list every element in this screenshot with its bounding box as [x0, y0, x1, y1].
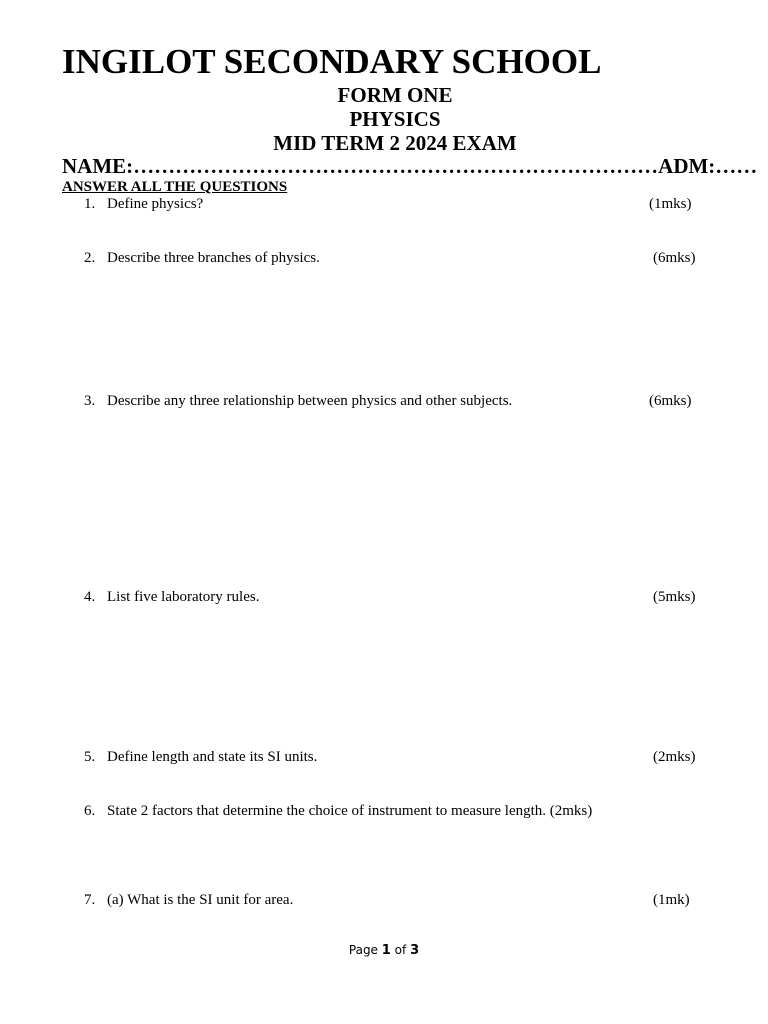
question-1: [0, 194, 768, 214]
question-marks: (6mks): [649, 393, 692, 409]
question-text: (a) What is the SI unit for area.: [107, 892, 294, 908]
name-adm-line: NAME:…………………………………………………………………ADM:……: [62, 154, 758, 178]
question-marks: (2mks): [653, 749, 696, 765]
page-footer: [0, 941, 768, 960]
school-name: INGILOT SECONDARY SCHOOL: [62, 42, 602, 81]
question-number: 2.: [84, 250, 96, 266]
question-number: 3.: [84, 393, 96, 409]
current-page: 1: [381, 943, 391, 958]
question-5: [0, 747, 768, 767]
question-2: [0, 248, 768, 268]
question-text: Describe three branches of physics.: [107, 250, 320, 266]
question-4: [0, 587, 768, 607]
question-number: 7.: [84, 892, 96, 908]
question-6: [0, 801, 768, 821]
question-number: 5.: [84, 749, 96, 765]
question-number: 6.: [84, 803, 96, 819]
total-pages: 3: [410, 943, 420, 958]
question-text: Describe any three relationship between physics and other subjects.: [107, 393, 513, 409]
page-word: Page: [348, 943, 378, 957]
question-marks: (1mks): [649, 196, 692, 212]
question-text: State 2 factors that determine the choice of instrument to measure length. (2mks): [107, 803, 593, 819]
of-word: of: [394, 943, 407, 957]
question-3: [0, 391, 768, 411]
question-text: Define physics?: [107, 196, 204, 212]
question-text: List five laboratory rules.: [107, 589, 260, 605]
question-marks: (1mk): [653, 892, 690, 908]
subject-title: PHYSICS: [349, 107, 441, 131]
form-level: FORM ONE: [337, 83, 453, 107]
question-marks: (5mks): [653, 589, 696, 605]
question-7: [0, 890, 768, 910]
question-number: 4.: [84, 589, 96, 605]
question-marks: (6mks): [653, 250, 696, 266]
exam-title: MID TERM 2 2024 EXAM: [273, 131, 517, 155]
question-number: 1.: [84, 196, 96, 212]
instruction: ANSWER ALL THE QUESTIONS: [62, 179, 288, 195]
question-text: Define length and state its SI units.: [107, 749, 318, 765]
